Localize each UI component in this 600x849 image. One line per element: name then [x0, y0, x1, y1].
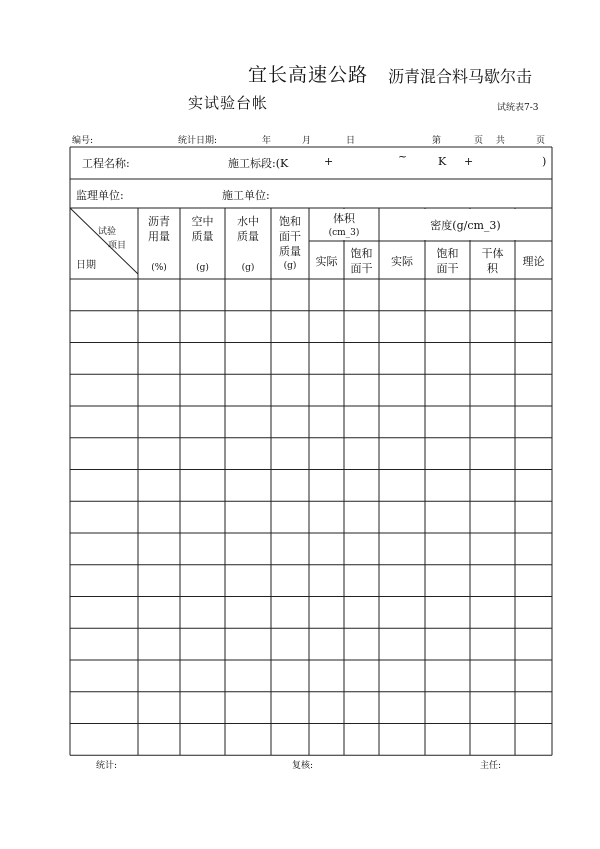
project-name-label: 工程名称: [82, 157, 130, 170]
day-label: 日 [346, 136, 356, 146]
diag-item-label: 项目 [108, 241, 127, 251]
den-ssd-header: 饱和 面干 [436, 247, 459, 275]
section-plus-1: + [324, 155, 334, 168]
document-title: 宜长高速公路 [248, 64, 369, 86]
footer-director-label: 主任: [480, 761, 502, 771]
vol-ssd-header: 饱和 面干 [350, 247, 373, 275]
section-plus-2: + [464, 155, 474, 168]
diag-date-label: 日期 [76, 260, 96, 271]
diag-test-label: 试验 [98, 227, 117, 237]
footer-stat-label: 统计: [96, 761, 118, 771]
section-k2: K [438, 155, 447, 168]
col-air-mass-header: 空中 质量 (g) [191, 215, 214, 273]
form-code: 试统表7-3 [497, 103, 539, 113]
volume-group-header: 体积 (cm_3) [328, 212, 360, 238]
page-mid: 页 共 [474, 136, 505, 146]
ledger-title: 实试验台帐 [188, 94, 269, 112]
year-label: 年 [262, 136, 272, 146]
contractor-label: 施工单位: [222, 189, 270, 202]
month-label: 月 [302, 136, 312, 146]
section-label: 施工标段:(K [228, 157, 289, 170]
section-tilde: ~ [398, 150, 408, 163]
footer-review-label: 复核: [292, 761, 314, 771]
vol-actual-header: 实际 [315, 255, 338, 268]
number-label: 编号: [72, 136, 94, 146]
stat-date-label: 统计日期: [178, 136, 218, 146]
section-close-paren: ) [542, 155, 547, 168]
supervisor-label: 监理单位: [76, 189, 124, 202]
density-group-header: 密度(g/cm_3) [430, 219, 501, 232]
col-asphalt-header: 沥青 用量 (%) [148, 215, 170, 273]
den-actual-header: 实际 [391, 255, 413, 268]
col-ssd-mass-header: 饱和 面干 质量 (g) [279, 215, 301, 271]
page-prefix: 第 [432, 136, 442, 146]
document-subtitle: 沥青混合料马歇尔击 [388, 67, 533, 86]
col-water-mass-header: 水中 质量 (g) [237, 215, 259, 273]
den-bulk-header: 干体 积 [481, 247, 504, 275]
den-theory-header: 理论 [522, 255, 545, 268]
page-suffix: 页 [536, 136, 546, 146]
